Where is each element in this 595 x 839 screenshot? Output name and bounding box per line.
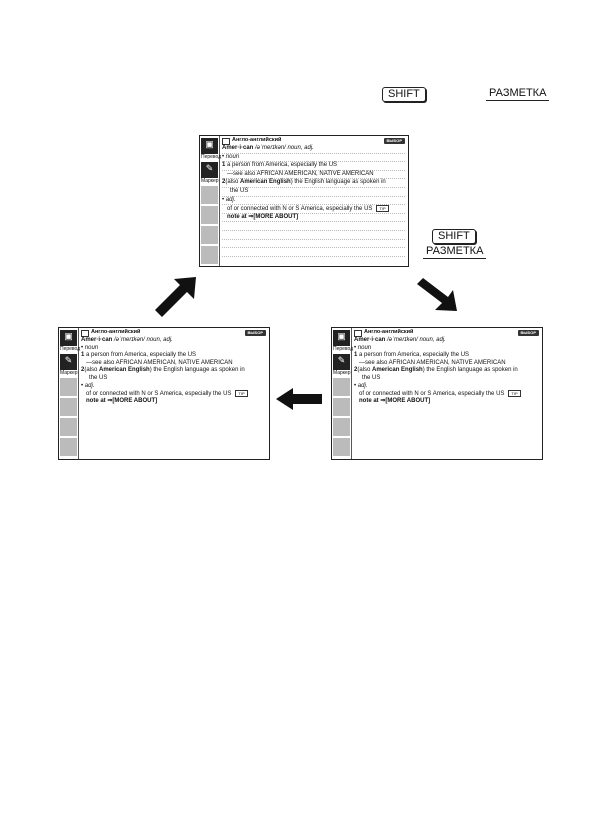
sense-1-text: a person from America, especially the US	[86, 352, 197, 359]
arrow-left-icon	[276, 388, 323, 410]
arrow-down-right-icon	[415, 278, 460, 313]
pos-noun-line: • noun	[354, 344, 372, 351]
screen-bottom-right	[331, 327, 543, 460]
markup-key-side: РАЗМЕТКА	[423, 245, 486, 259]
sidebar-cell	[60, 418, 77, 437]
select-badge: ВЫБОР	[518, 330, 539, 336]
dictionary-entry	[81, 329, 266, 459]
pen-icon: ✎	[205, 163, 214, 173]
sense-1-text: a person from America, especially the US	[359, 352, 470, 359]
book-icon: ▣	[64, 331, 73, 341]
sidebar-cell	[333, 418, 350, 437]
dictionary-book-icon	[354, 330, 362, 337]
sense-2-number: 2	[222, 179, 226, 186]
sidebar-button-marker[interactable]	[60, 354, 77, 377]
dictionary-entry	[354, 329, 539, 459]
screen-sidebar	[200, 136, 220, 266]
markup-key-top: РАЗМЕТКА	[486, 87, 549, 101]
sense-2-post: ) the English language as spoken in	[149, 367, 245, 374]
sidebar-cell	[201, 206, 218, 225]
sense-2-line	[354, 367, 539, 375]
tip-icon[interactable]: TIP	[235, 390, 247, 397]
dictionary-entry	[222, 137, 405, 266]
sense-2-continued	[81, 375, 266, 383]
sense-2-line	[81, 367, 266, 375]
shift-key-top: SHIFT	[382, 87, 426, 102]
more-about-link[interactable]: note at ⇒[MORE ABOUT]	[359, 397, 431, 404]
screen-bottom-left	[58, 327, 270, 460]
sense-1-number: 1	[222, 162, 226, 169]
dictionary-title: Англо-английский	[91, 329, 141, 336]
sense-2-post: ) the English language as spoken in	[290, 179, 386, 186]
sense-1-line	[81, 352, 266, 360]
pos-adj: adj.	[84, 382, 95, 389]
sidebar-button-translate[interactable]	[201, 138, 222, 161]
note-line	[354, 398, 539, 406]
sidebar-cell	[333, 438, 350, 457]
headword: Amer·i·can	[81, 337, 113, 343]
sense-2-continued-text: the US	[362, 374, 381, 381]
adj-definition: of or connected with N or S America, especially the US	[227, 206, 373, 213]
tip-icon[interactable]: TIP	[376, 205, 388, 212]
see-also-text: —see also AFRICAN AMERICAN, NATIVE AMERICAN	[359, 359, 506, 366]
more-about-link[interactable]: note at ⇒[MORE ABOUT]	[227, 213, 299, 220]
sidebar-cell	[333, 378, 350, 397]
sense-2-number: 2	[354, 367, 358, 374]
sidebar-cell	[201, 246, 218, 265]
empty-ruled-line	[222, 222, 405, 231]
pronunciation: /əˈmerɪkən/ noun, adj.	[387, 337, 446, 343]
sidebar-cell	[333, 398, 350, 417]
sidebar-cell	[60, 438, 77, 457]
note-line	[222, 214, 405, 223]
pos-adj-line: • adj.	[354, 382, 368, 389]
more-about-link[interactable]: note at ⇒[MORE ABOUT]	[86, 397, 158, 404]
sense-2-pre: (also	[357, 367, 373, 374]
sense-1-number: 1	[81, 352, 85, 359]
sense-2-number: 2	[81, 367, 85, 374]
pronunciation: /əˈmerɪkən/ noun, adj.	[255, 145, 314, 151]
sidebar-cell	[201, 186, 218, 205]
shift-key-side: SHIFT	[432, 229, 476, 244]
adj-definition-line	[354, 390, 539, 398]
sense-2-continued	[222, 188, 405, 197]
see-also-text: —see also AFRICAN AMERICAN, NATIVE AMERICAN	[227, 170, 374, 177]
dictionary-title: Англо-английский	[232, 137, 282, 144]
sense-2-line	[222, 179, 405, 188]
pos-adj: adj.	[357, 382, 368, 389]
arrow-up-right-icon	[150, 275, 200, 320]
headword-line	[354, 337, 539, 345]
headword-line	[81, 337, 266, 345]
adj-definition: of or connected with N or S America, especially the US	[359, 391, 505, 398]
sidebar-button-label: Маркер	[333, 370, 351, 376]
tip-icon[interactable]: TIP	[508, 390, 520, 397]
sense-1-line	[354, 352, 539, 360]
sidebar-button-marker[interactable]	[333, 354, 350, 377]
sidebar-button-label: Маркер	[201, 178, 219, 184]
pos-noun: noun	[225, 153, 240, 160]
sense-2-term: American English	[240, 179, 291, 186]
sidebar-cell	[60, 378, 77, 397]
adj-definition: of or connected with N or S America, especially the US	[86, 391, 232, 398]
pos-adj-line: • adj.	[222, 197, 405, 206]
sidebar-cell	[201, 226, 218, 245]
sense-1-line	[222, 162, 405, 171]
empty-ruled-line	[222, 231, 405, 240]
sense-2-pre: (also	[84, 367, 100, 374]
see-also-line	[222, 171, 405, 180]
screen-top	[199, 135, 409, 267]
pos-adj-line: • adj.	[81, 382, 95, 389]
headword-line	[222, 145, 405, 154]
adj-definition-line	[81, 390, 266, 398]
headword: Amer·i·can	[354, 337, 386, 343]
sidebar-button-translate[interactable]	[333, 330, 354, 353]
sense-2-pre: (also	[225, 179, 241, 186]
empty-ruled-line	[222, 248, 405, 257]
pos-noun-line: • noun	[81, 344, 99, 351]
sense-1-text: a person from America, especially the US	[227, 162, 338, 169]
sense-2-term: American English	[99, 367, 150, 374]
pronunciation: /əˈmerɪkən/ noun, adj.	[114, 337, 173, 343]
entry-header	[354, 329, 539, 337]
book-icon: ▣	[205, 139, 214, 149]
entry-header	[81, 329, 266, 337]
dictionary-book-icon	[222, 138, 230, 145]
book-icon: ▣	[337, 331, 346, 341]
pen-icon: ✎	[337, 355, 346, 365]
empty-ruled-line	[222, 240, 405, 249]
sense-2-term: American English	[372, 367, 423, 374]
sense-2-continued-text: the US	[230, 187, 249, 194]
sidebar-cell	[60, 398, 77, 417]
sense-1-number: 1	[354, 352, 358, 359]
select-badge: ВЫБОР	[384, 138, 405, 144]
dictionary-title: Англо-английский	[364, 329, 414, 336]
note-line	[81, 398, 266, 406]
sidebar-button-label: Перевод	[60, 346, 81, 352]
see-also-line	[81, 360, 266, 368]
pen-icon: ✎	[64, 355, 73, 365]
sidebar-button-marker[interactable]	[201, 162, 218, 185]
screen-sidebar	[59, 328, 79, 459]
sidebar-button-label: Перевод	[201, 154, 222, 160]
sense-2-continued	[354, 375, 539, 383]
sidebar-button-label: Маркер	[60, 370, 78, 376]
pos-noun-line: • noun	[222, 154, 405, 163]
sense-2-post: ) the English language as spoken in	[422, 367, 518, 374]
see-also-text: —see also AFRICAN AMERICAN, NATIVE AMERICAN	[86, 359, 233, 366]
dictionary-book-icon	[81, 330, 89, 337]
pos-adj: adj.	[225, 196, 236, 203]
see-also-line	[354, 360, 539, 368]
sense-2-continued-text: the US	[89, 374, 108, 381]
sidebar-button-translate[interactable]	[60, 330, 81, 353]
pos-noun: noun	[84, 344, 99, 351]
adj-definition-line	[222, 205, 405, 214]
select-badge: ВЫБОР	[245, 330, 266, 336]
screen-sidebar	[332, 328, 352, 459]
sidebar-button-label: Перевод	[333, 346, 354, 352]
pos-noun: noun	[357, 344, 372, 351]
headword: Amer·i·can	[222, 145, 254, 151]
entry-header	[222, 137, 405, 145]
